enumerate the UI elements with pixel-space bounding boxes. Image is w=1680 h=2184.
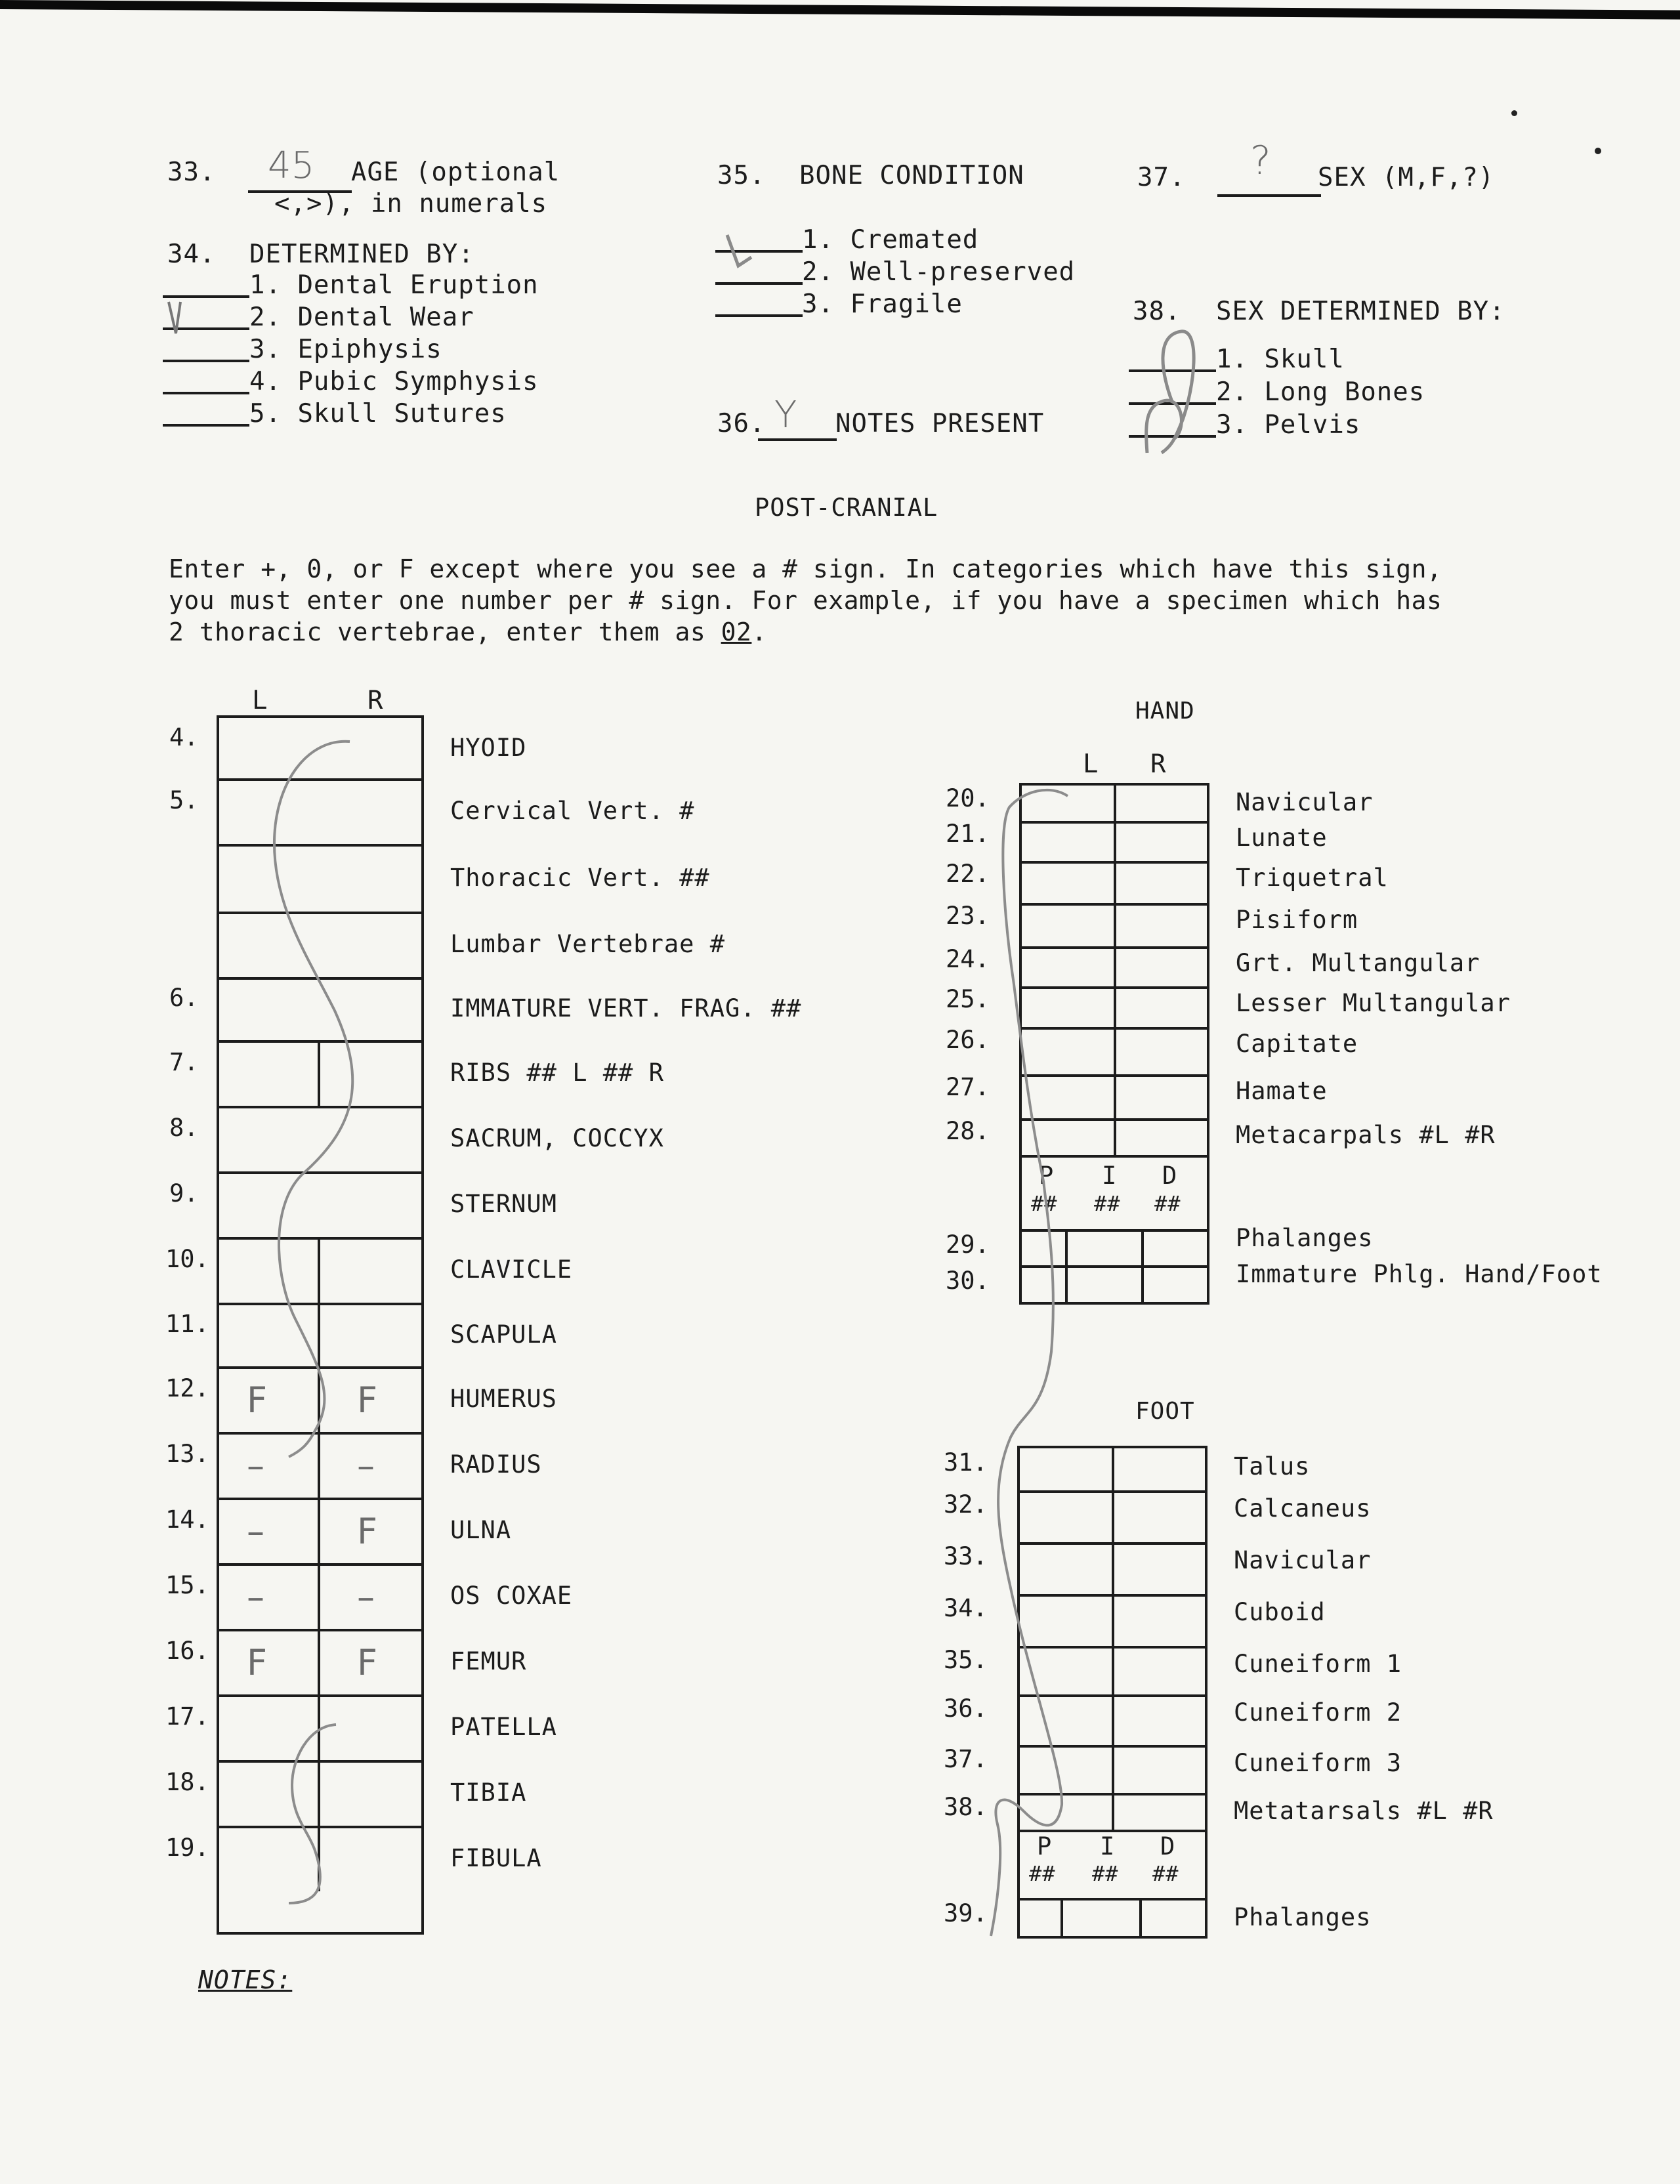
notes-label: NOTES:	[198, 1965, 293, 1994]
hand-pid-header-p: P	[1039, 1162, 1055, 1190]
table-row	[1020, 1694, 1205, 1745]
table-row	[219, 1760, 421, 1826]
cell-right[interactable]	[1114, 1448, 1205, 1490]
row-label: Talus	[1234, 1452, 1311, 1480]
q37-sex-field[interactable]	[1217, 194, 1321, 197]
cell-left[interactable]	[219, 847, 421, 912]
instructions-line1: Enter +, 0, or F except where you see a # sign. In categories which have this sign,	[169, 555, 1442, 583]
cell-distal[interactable]	[1144, 1268, 1207, 1302]
cell-value-left: –	[247, 1511, 264, 1552]
cell-left[interactable]	[1020, 1493, 1112, 1542]
row-label: Lesser Multangular	[1236, 989, 1511, 1017]
cell-right[interactable]	[1116, 1030, 1207, 1074]
row-number: 34.	[944, 1594, 988, 1622]
hand-col-header-l: L	[1083, 749, 1099, 779]
cell-left[interactable]	[1020, 1448, 1112, 1490]
table-row	[219, 912, 421, 977]
q34-title: DETERMINED BY:	[249, 240, 474, 269]
q35-option-3-label: 3. Fragile	[802, 289, 963, 319]
row-label: Triquetral	[1236, 864, 1389, 892]
row-label: IMMATURE VERT. FRAG. ##	[450, 994, 802, 1022]
row-label: Navicular	[1236, 788, 1374, 816]
q34-option-2-field[interactable]	[163, 327, 249, 330]
row-number: 24.	[946, 945, 990, 973]
table-row	[1022, 786, 1207, 821]
cell-right[interactable]	[1114, 1597, 1205, 1646]
table-row	[1022, 946, 1207, 986]
row-number: 17.	[165, 1702, 209, 1731]
row-label: Metacarpals #L #R	[1236, 1121, 1496, 1149]
cell-left[interactable]	[1022, 824, 1114, 861]
table-row	[1022, 1118, 1207, 1158]
q34-option-5-label: 5. Skull Sutures	[249, 399, 507, 429]
foot-pid-hash-i: ##	[1092, 1861, 1119, 1886]
cell-left[interactable]	[1022, 864, 1114, 903]
postcranial-title: POST-CRANIAL	[755, 494, 938, 522]
cell-left[interactable]	[1022, 1077, 1114, 1118]
table-row	[1020, 1793, 1205, 1832]
cell-left[interactable]	[1020, 1796, 1112, 1832]
row-label: RADIUS	[450, 1450, 542, 1479]
cell-right[interactable]	[1114, 1545, 1205, 1594]
table-row	[1022, 1074, 1207, 1118]
foot-pid-hash-p: ##	[1029, 1861, 1056, 1886]
cell-left[interactable]	[219, 1043, 318, 1106]
cell-value-left: F	[247, 1379, 268, 1421]
row-number: 8.	[169, 1114, 199, 1142]
row-label: Immature Phlg. Hand/Foot	[1236, 1260, 1603, 1288]
cell-distal[interactable]	[1142, 1900, 1205, 1936]
q38-number: 38.	[1133, 297, 1181, 326]
left-col-header-r: R	[368, 686, 384, 715]
hand-pid-hash-p: ##	[1031, 1191, 1058, 1216]
cell-left[interactable]	[1020, 1697, 1112, 1745]
cell-value-left: –	[247, 1445, 264, 1486]
cell-left[interactable]	[219, 1500, 318, 1563]
cell-proximal[interactable]	[1022, 1232, 1065, 1265]
q38-option-1-field[interactable]	[1129, 369, 1216, 372]
row-label: Hamate	[1236, 1077, 1328, 1105]
row-label: FEMUR	[450, 1647, 527, 1675]
q34-option-5-field[interactable]	[163, 424, 249, 427]
table-row	[219, 1106, 421, 1171]
table-row	[1020, 1542, 1205, 1594]
hand-col-header-r: R	[1150, 749, 1167, 779]
table-row	[1020, 1594, 1205, 1646]
cell-left[interactable]	[219, 1828, 318, 1891]
cell-value-right: F	[357, 1379, 378, 1421]
q36-notes-value[interactable]: Y	[774, 394, 797, 436]
q34-option-1-label: 1. Dental Eruption	[249, 270, 539, 300]
table-row	[219, 1563, 421, 1629]
cell-intermediate[interactable]	[1068, 1232, 1141, 1265]
cell-right[interactable]	[1116, 1077, 1207, 1118]
cell-value-right: –	[357, 1576, 375, 1618]
cell-left[interactable]	[1020, 1748, 1112, 1793]
row-number: 35.	[944, 1646, 988, 1674]
example-suffix: .	[751, 618, 767, 646]
row-label: Cuneiform 2	[1234, 1698, 1402, 1727]
row-label: Cuneiform 1	[1234, 1650, 1402, 1678]
q35-number: 35.	[717, 161, 766, 190]
q33-label-line2: <,>), in numerals	[274, 189, 548, 219]
row-label: STERNUM	[450, 1190, 557, 1218]
hand-phalanx-grid	[1019, 1155, 1209, 1305]
cell-right[interactable]	[1116, 949, 1207, 986]
table-row	[1022, 986, 1207, 1027]
row-number: 25.	[946, 985, 990, 1013]
q33-label-line1: AGE (optional	[351, 158, 560, 187]
table-row	[219, 1432, 421, 1498]
table-row	[1020, 1448, 1205, 1490]
cell-left[interactable]	[1022, 949, 1114, 986]
row-label: Navicular	[1234, 1546, 1372, 1574]
row-number: 13.	[165, 1440, 209, 1468]
cell-left[interactable]	[1020, 1597, 1112, 1646]
instructions-line3	[169, 618, 767, 646]
cell-left[interactable]	[219, 781, 421, 844]
cell-left[interactable]	[1022, 906, 1114, 946]
cell-left[interactable]	[219, 1435, 318, 1498]
row-number: 11.	[165, 1309, 209, 1338]
foot-pid-hash-d: ##	[1152, 1861, 1179, 1886]
q35-option-1-field[interactable]	[715, 250, 803, 253]
row-label: SACRUM, COCCYX	[450, 1124, 664, 1152]
q38-option-1-label: 1. Skull	[1216, 345, 1345, 374]
table-row	[1020, 1646, 1205, 1694]
cell-right[interactable]	[1116, 864, 1207, 903]
table-row	[219, 1040, 421, 1106]
q36-label: NOTES PRESENT	[835, 409, 1045, 438]
q34-option-1-field[interactable]	[163, 295, 249, 298]
cell-right[interactable]	[320, 1763, 421, 1826]
row-number: 18.	[165, 1768, 209, 1796]
cell-left[interactable]	[219, 1697, 318, 1760]
row-label: Phalanges	[1236, 1224, 1374, 1252]
table-row	[219, 1694, 421, 1760]
row-number: 38.	[944, 1793, 988, 1821]
q33-number: 33.	[167, 158, 216, 187]
hand-pid-hash-i: ##	[1094, 1191, 1121, 1216]
cell-right[interactable]	[320, 1043, 421, 1106]
cell-left[interactable]	[1022, 1030, 1114, 1074]
table-row	[219, 977, 421, 1040]
cell-left[interactable]	[219, 1369, 318, 1432]
foot-phalanx-grid	[1017, 1830, 1208, 1939]
table-row	[219, 1629, 421, 1694]
q35-option-2-label: 2. Well-preserved	[802, 257, 1076, 287]
phalanx-row	[1022, 1229, 1207, 1265]
cell-left[interactable]	[1022, 989, 1114, 1027]
cell-right[interactable]	[1114, 1648, 1205, 1694]
q34-option-2-label: 2. Dental Wear	[249, 303, 474, 332]
row-label: Cuboid	[1234, 1598, 1326, 1626]
row-number: 27.	[946, 1073, 990, 1101]
cell-right[interactable]	[320, 1305, 421, 1366]
row-number: 4.	[169, 723, 199, 751]
q35-option-1-label: 1. Cremated	[802, 225, 979, 255]
row-label: FIBULA	[450, 1844, 542, 1872]
cell-right[interactable]	[1116, 1121, 1207, 1158]
cell-right[interactable]	[1116, 824, 1207, 861]
instructions-line2: you must enter one number per # sign. For example, if you have a specimen which has	[169, 586, 1442, 615]
foot-title: FOOT	[1135, 1398, 1195, 1425]
row-number: 31.	[944, 1448, 988, 1477]
scan-speck	[1511, 110, 1517, 116]
q36-number: 36.	[717, 409, 766, 438]
cell-left[interactable]	[219, 914, 421, 977]
row-label: Grt. Multangular	[1236, 949, 1480, 977]
q34-option-4-label: 4. Pubic Symphysis	[249, 367, 539, 396]
cell-left[interactable]	[1022, 786, 1114, 821]
phalanx-row	[1022, 1265, 1207, 1302]
cell-value-right: F	[357, 1642, 378, 1683]
hand-title: HAND	[1135, 698, 1195, 724]
row-number: 20.	[946, 784, 990, 812]
q35-option-2-field[interactable]	[715, 282, 803, 285]
foot-pid-header-d: D	[1160, 1832, 1176, 1860]
table-row	[1020, 1745, 1205, 1793]
row-label: RIBS ## L ## R	[450, 1059, 664, 1087]
q34-number: 34.	[167, 240, 216, 269]
cell-right[interactable]	[320, 1828, 421, 1891]
cell-left[interactable]	[219, 1763, 318, 1826]
row-label: HUMERUS	[450, 1385, 557, 1413]
cell-left[interactable]	[219, 980, 421, 1040]
row-number: 10.	[165, 1245, 209, 1273]
hand-pid-header-d: D	[1162, 1162, 1178, 1190]
row-label: CLAVICLE	[450, 1255, 573, 1284]
row-number: 7.	[169, 1048, 199, 1076]
row-label: ULNA	[450, 1516, 512, 1544]
foot-pid-header-p: P	[1037, 1832, 1053, 1860]
cell-right[interactable]	[320, 1240, 421, 1303]
row-number: 32.	[944, 1490, 988, 1519]
row-label: Pisiform	[1236, 906, 1358, 934]
row-label: TIBIA	[450, 1778, 527, 1807]
q38-option-2-field[interactable]	[1129, 402, 1216, 405]
foot-pid-header-i: I	[1100, 1832, 1116, 1860]
q37-label: SEX (M,F,?)	[1318, 163, 1495, 192]
row-label: Lumbar Vertebrae #	[450, 930, 725, 958]
instructions-line3-text: 2 thoracic vertebrae, enter them as	[169, 618, 721, 646]
postcranial-left-table	[217, 715, 424, 1935]
row-number: 22.	[946, 860, 990, 888]
table-row	[219, 1237, 421, 1303]
q35-option-3-field[interactable]	[715, 314, 803, 317]
table-row	[1022, 821, 1207, 861]
cell-left[interactable]	[219, 1631, 318, 1694]
row-number: 28.	[946, 1117, 990, 1145]
cell-value-right: F	[357, 1511, 378, 1552]
cell-left[interactable]	[219, 1108, 421, 1171]
row-label: HYOID	[450, 734, 527, 762]
row-label: Capitate	[1236, 1030, 1358, 1058]
row-label: OS COXAE	[450, 1582, 573, 1610]
cell-right[interactable]	[1114, 1493, 1205, 1542]
q38-option-3-field[interactable]	[1129, 435, 1216, 438]
row-number: 26.	[946, 1026, 990, 1054]
row-label: Phalanges	[1234, 1903, 1372, 1931]
q34-option-3-label: 3. Epiphysis	[249, 335, 442, 364]
row-label: Calcaneus	[1234, 1494, 1372, 1522]
row-number: 9.	[169, 1179, 199, 1208]
q37-number: 37.	[1137, 163, 1186, 192]
row-number: 19.	[165, 1834, 209, 1862]
table-row	[1022, 861, 1207, 903]
row-number: 39.	[944, 1899, 988, 1927]
row-number: 21.	[946, 820, 990, 848]
table-row	[1022, 1027, 1207, 1074]
left-col-header-l: L	[252, 686, 268, 715]
q37-sex-value[interactable]: ?	[1250, 138, 1271, 184]
row-label: Thoracic Vert. ##	[450, 863, 710, 892]
q38-option-2-label: 2. Long Bones	[1216, 377, 1425, 407]
cell-left[interactable]	[1022, 1121, 1114, 1158]
cell-left[interactable]	[219, 1566, 318, 1629]
cell-value-left: –	[247, 1576, 264, 1618]
cell-left[interactable]	[219, 718, 421, 778]
cell-right[interactable]	[1114, 1748, 1205, 1793]
cell-right[interactable]	[1114, 1697, 1205, 1745]
hand-carpal-grid	[1019, 783, 1209, 1158]
table-row	[219, 778, 421, 844]
table-row	[1020, 1490, 1205, 1542]
row-label: Cervical Vert. #	[450, 797, 695, 825]
hand-pid-header-i: I	[1102, 1162, 1118, 1190]
scan-speck	[1595, 148, 1601, 154]
row-label: Lunate	[1236, 824, 1328, 852]
row-number: 36.	[944, 1694, 988, 1723]
table-row	[219, 844, 421, 912]
example-value: 02	[721, 618, 752, 646]
row-label: Metatarsals #L #R	[1234, 1797, 1494, 1825]
row-number: 12.	[165, 1374, 209, 1402]
cell-left[interactable]	[219, 1240, 318, 1303]
row-number: 29.	[946, 1230, 990, 1259]
cell-left[interactable]	[1020, 1545, 1112, 1594]
cell-right[interactable]	[320, 1697, 421, 1760]
q34-option-3-field[interactable]	[163, 360, 249, 362]
table-row	[1022, 903, 1207, 946]
row-label: SCAPULA	[450, 1320, 557, 1349]
cell-proximal[interactable]	[1020, 1900, 1060, 1936]
cell-value-left: F	[247, 1642, 268, 1683]
cell-left[interactable]	[219, 1305, 318, 1366]
row-number: 16.	[165, 1637, 209, 1665]
row-label: Cuneiform 3	[1234, 1749, 1402, 1777]
phalanx-row	[1020, 1898, 1205, 1936]
row-number: 14.	[165, 1505, 209, 1534]
table-row	[219, 1826, 421, 1891]
q33-age-value[interactable]: 45	[268, 144, 315, 187]
cell-distal[interactable]	[1144, 1232, 1207, 1265]
q36-notes-field[interactable]	[758, 438, 837, 441]
cell-left[interactable]	[219, 1174, 421, 1237]
cell-right[interactable]	[1116, 906, 1207, 946]
q34-option-4-field[interactable]	[163, 392, 249, 394]
q38-option-3-label: 3. Pelvis	[1216, 410, 1361, 440]
row-number: 5.	[169, 786, 199, 814]
table-row	[219, 1171, 421, 1237]
cell-right[interactable]	[1116, 786, 1207, 821]
cell-value-right: –	[357, 1445, 375, 1486]
foot-tarsal-grid	[1017, 1446, 1208, 1832]
row-number: 23.	[946, 902, 990, 930]
row-number: 6.	[169, 984, 199, 1012]
row-label: PATELLA	[450, 1713, 557, 1741]
row-number: 37.	[944, 1745, 988, 1773]
hand-pid-hash-d: ##	[1154, 1191, 1181, 1216]
row-number: 15.	[165, 1571, 209, 1599]
cell-right[interactable]	[1114, 1796, 1205, 1832]
table-row	[219, 718, 421, 778]
cell-left[interactable]	[1020, 1648, 1112, 1694]
cell-right[interactable]	[1116, 989, 1207, 1027]
cell-intermediate[interactable]	[1068, 1268, 1141, 1302]
q35-title: BONE CONDITION	[799, 161, 1024, 190]
cell-proximal[interactable]	[1022, 1268, 1065, 1302]
row-number: 33.	[944, 1542, 988, 1570]
cell-intermediate[interactable]	[1063, 1900, 1139, 1936]
q38-title: SEX DETERMINED BY:	[1216, 297, 1505, 326]
table-row	[219, 1366, 421, 1432]
table-row	[219, 1303, 421, 1366]
table-row	[219, 1498, 421, 1563]
row-number: 30.	[946, 1267, 990, 1295]
